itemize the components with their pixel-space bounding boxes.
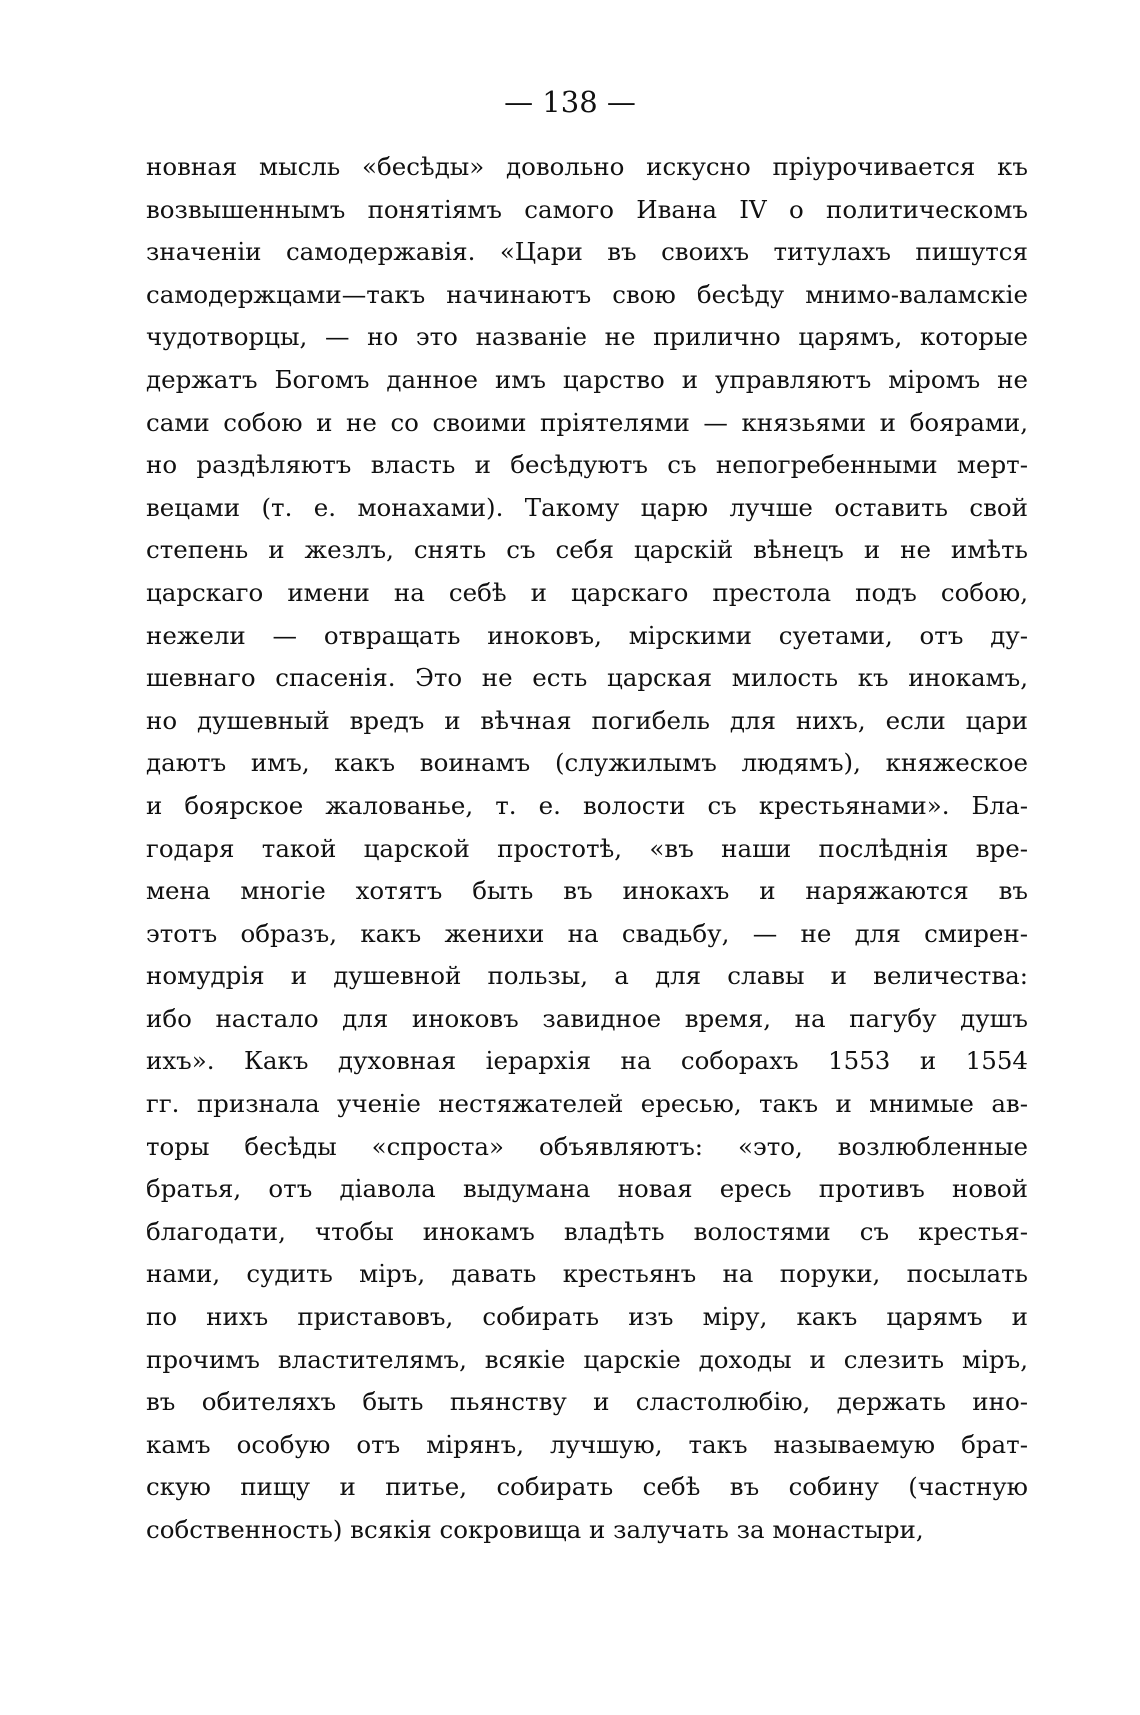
text-line: значеніи самодержавія. «Цари въ своихъ титулахъ пишутся xyxy=(146,237,1028,267)
text-line: прочимъ властителямъ, всякіе царскіе доходы и слезить міръ, xyxy=(146,1344,1028,1374)
text-line: новная мысль «бесѣды» довольно искусно пріурочивается къ xyxy=(146,152,1028,181)
text-line: но душевный вредъ и вѣчная погибель для нихъ, если цари xyxy=(146,705,1028,735)
text-line: торы бесѣды «спроста» объявляютъ: «это, возлюбленные xyxy=(146,1131,1028,1161)
text-line: гг. признала ученіе нестяжателей ересью, такъ и мнимые ав- xyxy=(146,1089,1028,1119)
text-line: но раздѣляютъ власть и бесѣдуютъ съ непогребенными мерт- xyxy=(146,450,1028,480)
text-line: этотъ образъ, какъ женихи на свадьбу, — не для смирен- xyxy=(146,918,1028,948)
text-line: вецами (т. е. монахами). Такому царю лучше оставить свой xyxy=(146,492,1028,522)
text-line: годаря такой царской простотѣ, «въ наши послѣднія вре- xyxy=(146,833,1028,863)
text-line: нежели — отвращать иноковъ, мірскими суетами, отъ ду- xyxy=(146,620,1028,650)
text-line: братья, отъ діавола выдумана новая ересь противъ новой xyxy=(146,1174,1028,1204)
text-line: благодати, чтобы инокамъ владѣть волостями съ крестья- xyxy=(146,1216,1028,1246)
text-line: возвышеннымъ понятіямъ самого Ивана IV о политическомъ xyxy=(146,194,1028,224)
text-line: самодержцами—такъ начинаютъ свою бесѣду мнимо-валамскіе xyxy=(146,279,1028,309)
text-line: царскаго имени на себѣ и царскаго престола подъ собою, xyxy=(146,577,1028,607)
text-line: въ обителяхъ быть пьянству и сластолюбію, держать ино- xyxy=(146,1387,1028,1417)
text-line: и боярское жалованье, т. е. волости съ крестьянами». Бла- xyxy=(146,790,1028,820)
text-line: чудотворцы, — но это названіе не прилично царямъ, которые xyxy=(146,322,1028,352)
text-line: скую пищу и питье, собирать себѣ въ собину (частную xyxy=(146,1472,1028,1502)
text-line: мена многіе хотятъ быть въ инокахъ и наряжаются въ xyxy=(146,876,1028,906)
text-line: даютъ имъ, какъ воинамъ (служилымъ людямъ), княжеское xyxy=(146,748,1028,778)
text-line: степень и жезлъ, снять съ себя царскій вѣнецъ и не имѣть xyxy=(146,535,1028,565)
text-line: по нихъ приставовъ, собирать изъ міру, какъ царямъ и xyxy=(146,1302,1028,1332)
text-line: собственность) всякія сокровища и залучать за монастыри, xyxy=(146,1515,924,1544)
page-number: — 138 — xyxy=(504,85,636,119)
text-line: номудрія и душевной пользы, а для славы и величества: xyxy=(146,961,1028,991)
body-text xyxy=(146,146,1028,1552)
text-line: ихъ». Какъ духовная іерархія на соборахъ 1553 и 1554 xyxy=(146,1046,1028,1076)
text-line: нами, судить міръ, давать крестьянъ на поруки, посылать xyxy=(146,1259,1028,1289)
text-line: держатъ Богомъ данное имъ царство и управляютъ міромъ не xyxy=(146,364,1028,394)
text-line: шевнаго спасенія. Это не есть царская милость къ инокамъ, xyxy=(146,663,1028,693)
text-line: ибо настало для иноковъ завидное время, на пагубу душъ xyxy=(146,1003,1028,1033)
text-line: сами собою и не со своими пріятелями — князьями и боярами, xyxy=(146,407,1028,437)
text-line: камъ особую отъ мірянъ, лучшую, такъ называемую брат- xyxy=(146,1429,1028,1459)
